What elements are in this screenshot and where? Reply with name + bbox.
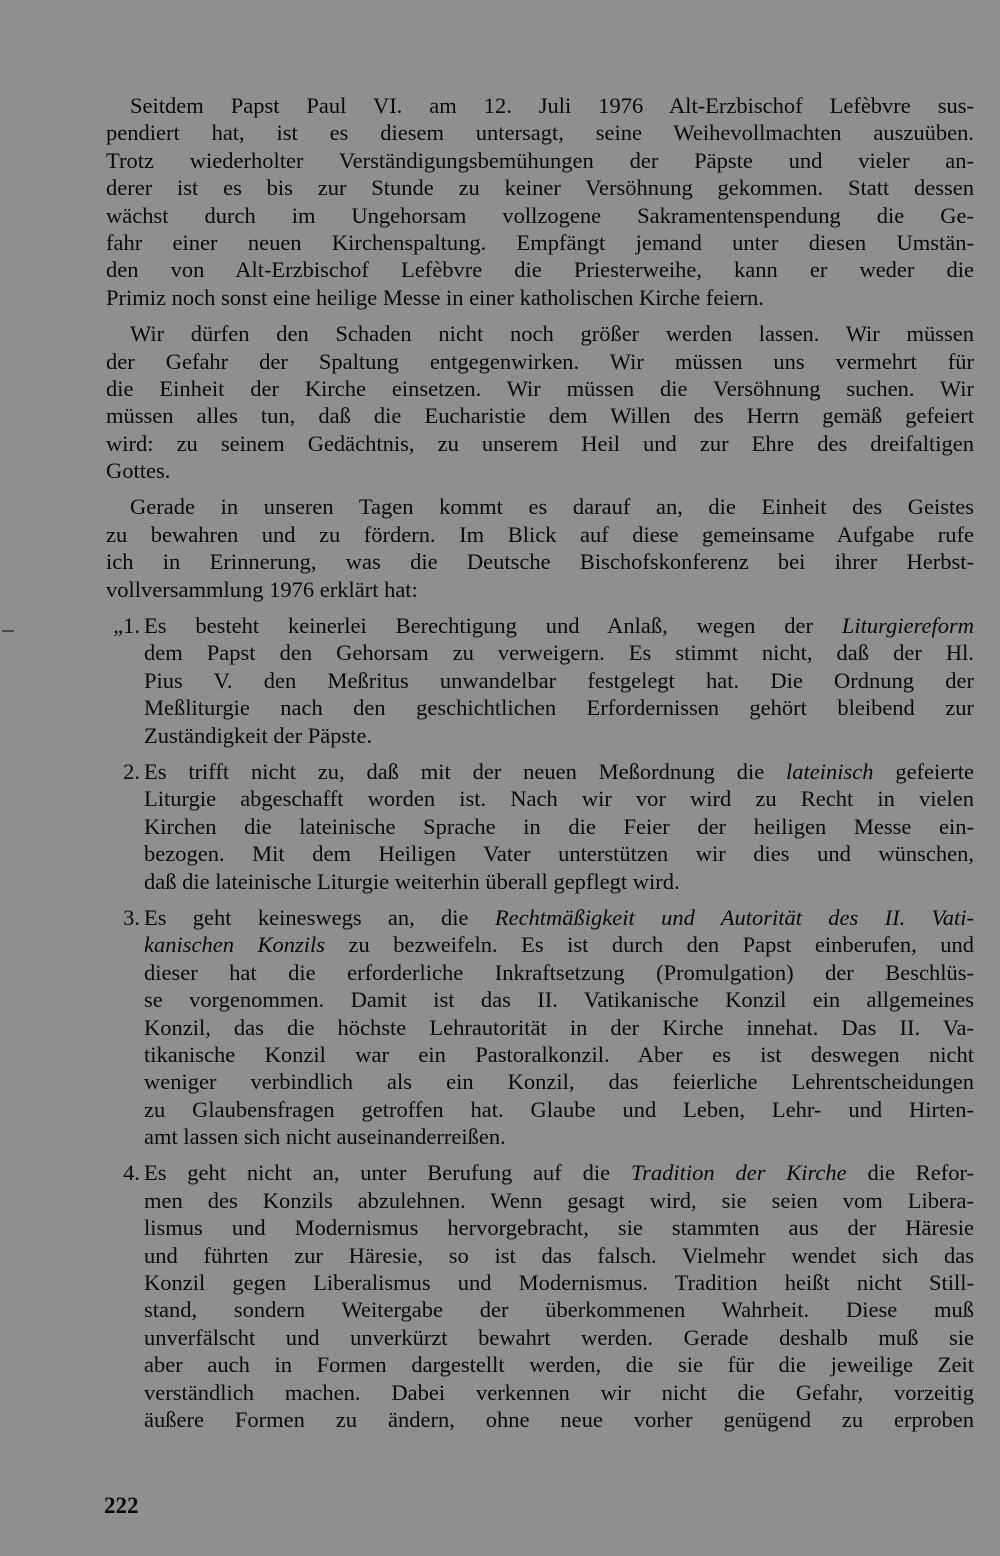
list-item <box>106 1159 974 1433</box>
text-segment: amt lassen sich nicht auseinanderreißen. <box>144 1124 506 1150</box>
text-line: wird: zu seinem Gedächtnis, zu unserem Heil und zur Ehre des dreifaltigen <box>106 430 974 456</box>
text-segment: Konzil, das die höchste Lehrautorität in der Kirche innehat. Das II. Va- <box>144 1014 974 1040</box>
text-line <box>144 813 974 840</box>
text-line <box>144 1269 974 1296</box>
list-item-number: 2. <box>123 758 140 784</box>
text-line <box>144 1159 974 1186</box>
text-segment: men des Konzils abzulehnen. Wenn gesagt wird, sie seien vom Libera- <box>144 1187 974 1213</box>
text-line: müssen alles tun, daß die Eucharistie dem Willen des Herrn gemäß gefeiert <box>106 403 974 429</box>
text-line <box>144 1296 974 1323</box>
text-line: der Gefahr der Spaltung entgegenwirken. Wir müssen uns vermehrt für <box>106 348 974 374</box>
text-line <box>144 694 974 721</box>
text-line: Gottes. <box>106 458 171 484</box>
text-segment: zu Glaubensfragen getroffen hat. Glaube und Leben, Lehr- und Hirten- <box>144 1096 974 1122</box>
text-line <box>144 639 974 666</box>
text-line <box>144 667 974 694</box>
text-segment: Es trifft nicht zu, daß mit der neuen Meßordnung die <box>144 758 787 784</box>
text-line: wächst durch im Ungehorsam vollzogene Sakramentenspendung die Ge- <box>106 202 974 228</box>
text-line: Wir dürfen den Schaden nicht noch größer werden lassen. Wir müssen <box>130 321 974 347</box>
text-segment: daß die lateinische Liturgie weiterhin überall gepflegt wird. <box>144 868 680 894</box>
text-line: Seitdem Papst Paul VI. am 12. Juli 1976 Alt-Erzbischof Lefèbvre sus- <box>130 93 974 118</box>
text-line: ich in Erinnerung, was die Deutsche Bischofskonferenz bei ihrer Herbst- <box>106 549 974 575</box>
text-line <box>144 1324 974 1351</box>
text-segment: stand, sondern Weitergabe der überkommenen Wahrheit. Diese muß <box>144 1297 974 1323</box>
text-segment: äußere Formen zu ändern, ohne neue vorher genügend zu erproben <box>144 1406 974 1432</box>
paragraph <box>106 493 974 603</box>
text-segment: lismus und Modernismus hervorgebracht, sie stammten aus der Häresie <box>144 1215 974 1241</box>
text-line: Primiz noch sonst eine heilige Messe in einer katholischen Kirche feiern. <box>106 284 764 310</box>
text-line <box>144 1123 974 1150</box>
text-segment: Es geht nicht an, unter Berufung auf die <box>144 1160 631 1186</box>
italic-text: Tradition der Kirche <box>630 1160 847 1186</box>
text-line <box>144 722 974 749</box>
text-segment: Meßliturgie nach den geschichtlichen Erfordernissen gehört bleibend zur <box>144 695 974 721</box>
text-line: fahr einer neuen Kirchenspaltung. Empfängt jemand unter diesen Umstän- <box>106 229 974 255</box>
list-item-number: „1. <box>113 613 140 639</box>
text-segment: Pius V. den Meßritus unwandelbar festgelegt hat. Die Ordnung der <box>144 667 974 693</box>
text-line <box>144 1379 974 1406</box>
text-segment: gefeierte <box>873 758 974 784</box>
text-segment: die Refor- <box>846 1160 974 1186</box>
text-segment: Es besteht keinerlei Berechtigung und Anlaß, wegen der <box>144 613 842 639</box>
list-item <box>106 904 974 1151</box>
text-segment: se vorgenommen. Damit ist das II. Vatikanische Konzil ein allgemeines <box>144 987 974 1013</box>
body-paragraphs <box>106 92 974 612</box>
text-line <box>144 868 974 895</box>
text-segment: und führten zur Häresie, so ist das falsch. Vielmehr wendet sich das <box>144 1242 974 1268</box>
list-item <box>106 612 974 749</box>
text-segment: Es geht keineswegs an, die <box>144 904 495 930</box>
text-segment: Liturgie abgeschafft worden ist. Nach wir vor wird zu Recht in vielen <box>144 786 974 812</box>
text-line: Trotz wiederholter Verständigungsbemühungen der Päpste und vieler an- <box>106 147 974 173</box>
text-line <box>144 959 974 986</box>
text-line <box>144 785 974 812</box>
text-segment: bezogen. Mit dem Heiligen Vater unterstützen wir dies und wünschen, <box>144 841 974 867</box>
text-line <box>144 1242 974 1269</box>
text-line: vollversammlung 1976 erklärt hat: <box>106 576 418 602</box>
text-segment: aber auch in Formen dargestellt werden, die sie für die jeweilige Zeit <box>144 1352 974 1378</box>
scan-mark <box>2 630 14 632</box>
paragraph <box>106 320 974 484</box>
text-line <box>144 1214 974 1241</box>
numbered-list <box>106 612 974 1442</box>
text-line <box>144 904 974 931</box>
text-segment: Konzil gegen Liberalismus und Modernismus. Tradition heißt nicht Still- <box>144 1270 974 1296</box>
text-segment: verständlich machen. Dabei verkennen wir nicht die Gefahr, vorzeitig <box>144 1379 974 1405</box>
text-line: den von Alt-Erzbischof Lefèbvre die Priesterweihe, kann er weder die <box>106 257 974 283</box>
text-line <box>144 1068 974 1095</box>
text-line <box>144 1014 974 1041</box>
text-line <box>144 1351 974 1378</box>
text-line: pendiert hat, ist es diesem untersagt, seine Weihevollmachten auszuüben. <box>106 120 974 146</box>
text-line: Gerade in unseren Tagen kommt es darauf an, die Einheit des Geistes <box>130 494 974 520</box>
list-item-number: 3. <box>123 904 140 930</box>
page-number: 222 <box>104 1493 139 1518</box>
text-line <box>144 840 974 867</box>
text-line <box>144 1096 974 1123</box>
text-segment: weniger verbindlich als ein Konzil, das feierliche Lehrentscheidungen <box>144 1069 974 1095</box>
paragraph <box>106 92 974 311</box>
italic-text: kanischen Konzils <box>144 932 326 958</box>
text-line <box>144 612 974 639</box>
page-body <box>106 92 974 1442</box>
text-segment: tikanische Konzil war ein Pastoralkonzil. Aber es ist deswegen nicht <box>144 1041 974 1067</box>
text-segment: dieser hat die erforderliche Inkraftsetzung (Promulgation) der Beschlüs- <box>144 959 974 985</box>
text-segment: Zuständigkeit der Päpste. <box>144 722 373 748</box>
italic-text: Rechtmäßigkeit und Autorität des II. Vati- <box>494 904 974 930</box>
text-line <box>144 758 974 785</box>
text-segment: Kirchen die lateinische Sprache in die Feier der heiligen Messe ein- <box>144 813 974 839</box>
text-segment: unverfälscht und unverkürzt bewahrt werden. Gerade deshalb muß sie <box>144 1324 974 1350</box>
text-line <box>144 931 974 958</box>
text-line: die Einheit der Kirche einsetzen. Wir müssen die Versöhnung suchen. Wir <box>106 375 974 401</box>
list-item-number: 4. <box>123 1160 140 1186</box>
italic-text: Liturgiereform <box>841 613 974 639</box>
text-line <box>144 1187 974 1214</box>
text-segment: dem Papst den Gehorsam zu verweigern. Es stimmt nicht, daß der Hl. <box>144 640 974 666</box>
text-line: zu bewahren und zu fördern. Im Blick auf diese gemeinsame Aufgabe rufe <box>106 521 974 547</box>
text-line: derer ist es bis zur Stunde zu keiner Versöhnung gekommen. Statt dessen <box>106 175 974 201</box>
text-line <box>144 1406 974 1433</box>
list-item <box>106 758 974 895</box>
italic-text: lateinisch <box>786 758 874 784</box>
text-segment: zu bezweifeln. Es ist durch den Papst einberufen, und <box>325 932 974 958</box>
text-line <box>144 1041 974 1068</box>
text-line <box>144 986 974 1013</box>
